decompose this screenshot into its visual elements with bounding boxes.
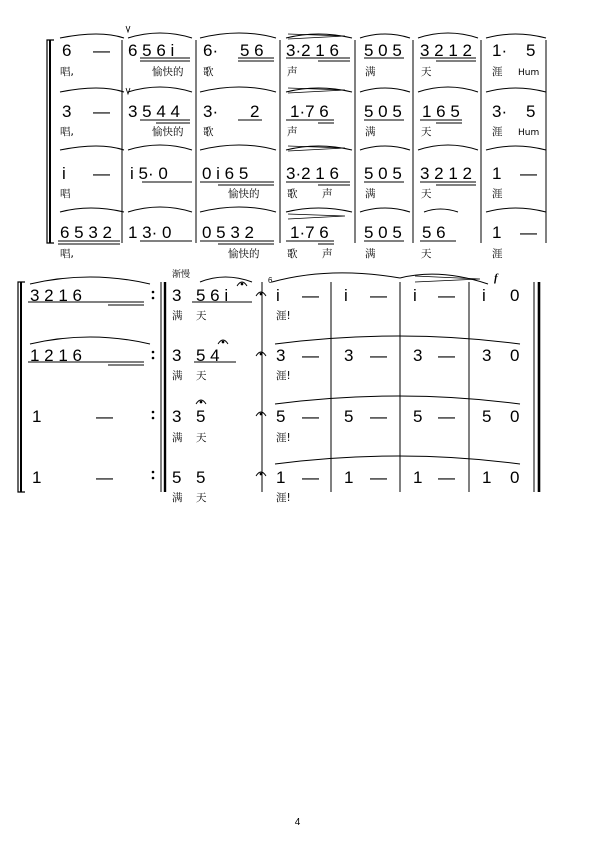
s1-p3-m7-note: 1 bbox=[492, 164, 502, 183]
s2-p4-m4-dash: — bbox=[370, 468, 387, 487]
s1-p3-m4-notes: 3·2 1 6 bbox=[286, 164, 339, 183]
s2-p4-m6-note: 1 bbox=[482, 468, 492, 487]
s2-p3-lyric-2: 天 bbox=[196, 432, 207, 444]
s2-p2-lyric-2: 天 bbox=[196, 370, 207, 382]
s2-p4-lyric-1: 满 bbox=[172, 492, 183, 504]
s1-p4-lyric-3: 歌 bbox=[287, 248, 298, 260]
s2-p4-m2-note-a: 5 bbox=[172, 468, 182, 487]
tuplet-number: 6 bbox=[268, 276, 273, 285]
s1-p2-m5-notes: 5 0 5 bbox=[364, 102, 402, 121]
s2-p1-lyric-1: 满 bbox=[172, 310, 183, 322]
s1-p2-m1-dash: — bbox=[93, 102, 110, 121]
s2-p2-m4-note: 3 bbox=[344, 346, 354, 365]
s2-p1-m2-note-a: 3 bbox=[172, 286, 182, 305]
s1-p4-m4-notes: 1·7 6 bbox=[290, 223, 329, 242]
s1-p3-m6-notes: 3 2 1 2 bbox=[420, 164, 472, 183]
page-number: 4 bbox=[294, 817, 301, 828]
s2-p4-m3-dash: — bbox=[302, 468, 319, 487]
s2-p3-m1-note: 1 bbox=[32, 407, 42, 426]
s2-p4-m6-rest: 0 bbox=[510, 468, 520, 487]
s2-p2-m2-note-a: 3 bbox=[172, 346, 182, 365]
s1-p2-m6-notes: 1 6 5 bbox=[422, 102, 460, 121]
s1-p1-m2-notes: 6 5 6 i bbox=[128, 41, 175, 60]
s2-p4-m1-dash: — bbox=[96, 468, 113, 487]
s1-p1-lyric-3: 歌 bbox=[203, 66, 214, 78]
s2-p3-lyric-3: 涯! bbox=[276, 432, 291, 444]
s2-p1-m4-dash: — bbox=[370, 286, 387, 305]
s1-p2-lyric-hum: Hum bbox=[518, 128, 540, 138]
s2-p3-m6-rest: 0 bbox=[510, 407, 520, 426]
s2-p2-m1-notes: 1 2 1 6 bbox=[30, 346, 82, 365]
s2-p3-m6-note: 5 bbox=[482, 407, 492, 426]
s2-p3-m4-dash: — bbox=[370, 407, 387, 426]
s2-p4-m4-note: 1 bbox=[344, 468, 354, 487]
s1-p3-m3-notes: 0 i 6 5 bbox=[202, 164, 249, 183]
s1-p1-lyric-hum: Hum bbox=[518, 68, 540, 78]
s1-p2-lyric-1: 唱, bbox=[60, 126, 74, 138]
s2-p1-lyric-3: 涯! bbox=[276, 310, 291, 322]
s2-p3-m3-note: 5 bbox=[276, 407, 286, 426]
s1-p4-lyric-5: 满 bbox=[365, 248, 376, 260]
s1-p3-lyric-6: 天 bbox=[421, 188, 432, 200]
s1-p1-m7-note-b: 5 bbox=[526, 41, 536, 60]
s2-p3-m3-dash: — bbox=[302, 407, 319, 426]
s2-p1-m4-note: i bbox=[344, 286, 348, 305]
dynamic-forte: f bbox=[494, 272, 498, 284]
s1-p4-m2-notes: 1 3· 0 bbox=[128, 223, 172, 242]
s1-p1-lyric-6: 天 bbox=[421, 66, 432, 78]
s2-p1-lyric-2: 天 bbox=[196, 310, 207, 322]
s1-p1-m3-note-b: 5 6 bbox=[240, 41, 264, 60]
s1-p4-lyric-6: 天 bbox=[421, 248, 432, 260]
s1-p4-m3-notes: 0 5 3 2 bbox=[202, 223, 254, 242]
s2-p3-m2-note-a: 3 bbox=[172, 407, 182, 426]
s1-p3-lyric-1: 唱 bbox=[60, 188, 71, 200]
s1-p3-m5-notes: 5 0 5 bbox=[364, 164, 402, 183]
s1-p2-lyric-7: 涯 bbox=[492, 126, 503, 138]
s2-p4-m3-note: 1 bbox=[276, 468, 286, 487]
s1-p4-m1-notes: 6 5 3 2 bbox=[60, 223, 112, 242]
s1-p4-lyric-1: 唱, bbox=[60, 248, 74, 260]
s1-p3-m1-dash: — bbox=[93, 164, 110, 183]
s1-p2-m7-note-a: 3· bbox=[492, 102, 508, 121]
s1-p1-m1-note: 6 bbox=[62, 41, 72, 60]
s2-p4-m1-note: 1 bbox=[32, 468, 42, 487]
s2-p2-lyric-3: 涯! bbox=[276, 370, 291, 382]
s1-p1-lyric-2: 愉快的 bbox=[152, 66, 184, 78]
s1-p2-m7-note-b: 5 bbox=[526, 102, 536, 121]
s2-p4-lyric-2: 天 bbox=[196, 492, 207, 504]
s1-p2-lyric-5: 满 bbox=[365, 126, 376, 138]
s2-p1-m2-notes-b: 5 6 i bbox=[196, 286, 229, 305]
s1-p1-lyric-1: 唱, bbox=[60, 66, 74, 78]
s1-p2-m1-note: 3 bbox=[62, 102, 72, 121]
s2-p1-m6-note: i bbox=[482, 286, 486, 305]
s2-p2-m3-dash: — bbox=[302, 346, 319, 365]
s2-p2-lyric-1: 满 bbox=[172, 370, 183, 382]
s2-p2-m2-notes-b: 5 4 bbox=[196, 346, 220, 365]
s1-p4-lyric-2: 愉快的 bbox=[228, 248, 260, 260]
s1-p4-m6-notes: 5 6 bbox=[422, 223, 446, 242]
s2-p3-m2-note-b: 5 bbox=[196, 407, 206, 426]
s1-p2-lyric-2: 愉快的 bbox=[152, 126, 184, 138]
s2-p3-m5-dash: — bbox=[438, 407, 455, 426]
s1-p2-m4-notes: 1·7 6 bbox=[290, 102, 329, 121]
s1-p3-m1-note: i bbox=[62, 164, 66, 183]
s1-p3-lyric-7: 涯 bbox=[492, 188, 503, 200]
s1-p1-lyric-7: 涯 bbox=[492, 66, 503, 78]
s2-p2-m5-note: 3 bbox=[413, 346, 423, 365]
s1-p1-lyric-4: 声 bbox=[287, 66, 298, 78]
s2-p4-m2-note-b: 5 bbox=[196, 468, 206, 487]
s1-p3-lyric-4: 声 bbox=[322, 188, 333, 200]
s1-p1-m5-notes: 5 0 5 bbox=[364, 41, 402, 60]
s1-p4-m5-notes: 5 0 5 bbox=[364, 223, 402, 242]
s1-p3-lyric-5: 满 bbox=[365, 188, 376, 200]
s2-p4-lyric-3: 涯! bbox=[276, 492, 291, 504]
s1-p3-lyric-2: 愉快的 bbox=[228, 188, 260, 200]
s2-p3-lyric-1: 满 bbox=[172, 432, 183, 444]
s2-p4-m5-note: 1 bbox=[413, 468, 423, 487]
s1-p1-lyric-5: 满 bbox=[365, 66, 376, 78]
tempo-mark-rit: 渐慢 bbox=[172, 270, 191, 280]
s2-p3-m1-dash: — bbox=[96, 407, 113, 426]
s2-p2-m5-dash: — bbox=[438, 346, 455, 365]
s2-p1-m3-note: i bbox=[276, 286, 280, 305]
s1-p2-lyric-4: 声 bbox=[287, 126, 298, 138]
s2-p2-m4-dash: — bbox=[370, 346, 387, 365]
s1-p1-m7-note-a: 1· bbox=[492, 41, 508, 60]
s1-p2-m3-note-b: 2 bbox=[250, 102, 260, 121]
s2-p1-m5-dash: — bbox=[438, 286, 455, 305]
s2-p2-m3-note: 3 bbox=[276, 346, 286, 365]
s1-p1-m6-notes: 3 2 1 2 bbox=[420, 41, 472, 60]
s1-p1-m3-note-a: 6· bbox=[203, 41, 219, 60]
s2-p1-m5-note: i bbox=[413, 286, 417, 305]
s2-p1-m1-notes: 3 2 1 6 bbox=[30, 286, 82, 305]
s2-p2-m6-note: 3 bbox=[482, 346, 492, 365]
s1-p3-m2-notes: i 5· 0 bbox=[130, 164, 168, 183]
s1-p2-m3-note-a: 3· bbox=[203, 102, 219, 121]
s1-p4-lyric-7: 涯 bbox=[492, 248, 503, 260]
s2-p1-m6-rest: 0 bbox=[510, 286, 520, 305]
s2-p2-m6-rest: 0 bbox=[510, 346, 520, 365]
s1-p3-lyric-3: 歌 bbox=[287, 188, 298, 200]
s2-p3-m5-note: 5 bbox=[413, 407, 423, 426]
s1-p2-m2-notes: 3 5 4 4 bbox=[128, 102, 180, 121]
s2-p3-m4-note: 5 bbox=[344, 407, 354, 426]
s1-p3-m7-dash: — bbox=[520, 164, 537, 183]
s2-p1-m3-dash: — bbox=[302, 286, 319, 305]
s1-p4-m7-note: 1 bbox=[492, 223, 502, 242]
s1-p2-lyric-6: 天 bbox=[421, 126, 432, 138]
s1-p4-lyric-4: 声 bbox=[322, 248, 333, 260]
s2-p4-m5-dash: — bbox=[438, 468, 455, 487]
s1-p4-m7-dash: — bbox=[520, 223, 537, 242]
s1-p1-m1-dash: — bbox=[93, 41, 110, 60]
s1-p2-lyric-3: 歌 bbox=[203, 126, 214, 138]
s1-p1-m4-notes: 3·2 1 6 bbox=[286, 41, 339, 60]
